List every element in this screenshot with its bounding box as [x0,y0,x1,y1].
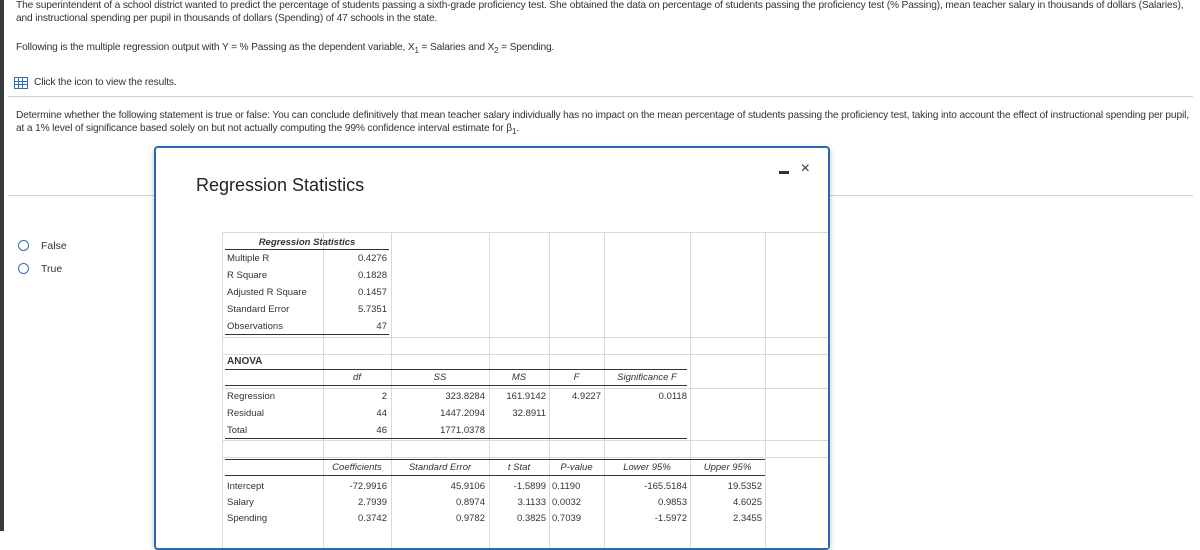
table-rule [225,249,389,250]
coef-se: 0.8974 [455,497,485,508]
grid-line [222,232,828,233]
results-modal [154,146,830,550]
view-results-link[interactable] [14,77,177,90]
grid-line [222,337,828,338]
anova-row-label: Regression [227,391,276,402]
option-true[interactable] [18,257,67,280]
grid-line [222,388,828,389]
anova-header-df: df [353,372,361,383]
anova-row-label: Residual [227,408,264,419]
regression-output-sheet [222,232,828,548]
grid-line [222,354,828,355]
option-label: False [41,239,67,252]
grid-line [222,440,828,441]
coef-row-label: Salary [227,497,254,508]
coef-row-label: Spending [227,513,268,524]
coef-p: 0.1190 [552,481,581,492]
option-false[interactable] [18,234,67,257]
stat-value: 0.4276 [357,253,387,264]
stat-label: Multiple R [227,253,270,264]
coef-header: t Stat [507,462,531,473]
statement-text [16,110,1191,138]
grid-line [549,232,550,548]
radio-button[interactable] [18,240,29,251]
radio-button[interactable] [18,263,29,274]
answer-options [18,234,67,280]
minimize-icon[interactable] [779,171,789,174]
regression-description [16,42,554,58]
anova-ss: 1447.2094 [440,408,485,419]
close-icon[interactable]: × [800,160,810,177]
anova-df: 44 [376,408,387,419]
coef-header: Lower 95% [623,462,671,473]
statement-subscript: 1 [512,126,517,136]
anova-ss: 323.8284 [445,391,485,402]
anova-ss: 1771.0378 [440,425,485,436]
stat-label: Adjusted R Square [227,287,307,298]
coef-p: 0.7039 [552,513,582,524]
regression-description-post: = Spending. [498,42,555,53]
coef-lower: -1.5972 [654,513,687,524]
subscript-1: 1 [414,46,419,56]
divider [8,96,1193,97]
anova-header-ms: MS [511,372,527,383]
coef-value: -72.9916 [349,481,387,492]
coef-upper: 2.3455 [732,513,762,524]
coef-upper: 19.5352 [727,481,762,492]
regression-description-mid: = Salaries and X [418,42,495,53]
modal-controls [779,160,810,178]
coef-header: P-value [560,462,593,473]
coef-t: 0.3825 [516,513,546,524]
stat-value: 47 [376,321,387,332]
stat-value: 5.7351 [357,304,387,315]
coef-row-label: Intercept [227,481,264,492]
anova-df: 46 [376,425,387,436]
table-rule [225,369,687,370]
anova-ms: 32.8911 [512,408,546,419]
anova-header-sigf: Significance F [617,372,677,383]
anova-sigf: 0.0118 [658,391,687,402]
table-rule [225,475,765,476]
coef-lower: -165.5184 [644,481,687,492]
coef-header: Coefficients [332,462,382,473]
anova-ms: 161.9142 [506,391,546,402]
view-results-text: Click the icon to view the results. [34,77,177,88]
stat-label: R Square [227,270,268,281]
coef-header: Upper 95% [703,462,752,473]
stat-label: Standard Error [227,304,290,315]
table-rule [225,438,687,439]
coef-value: 0.3742 [357,513,387,524]
anova-header-ss: SS [433,372,447,383]
coef-t: -1.5899 [513,481,546,492]
left-edge-bar [0,0,4,531]
anova-row-label: Total [227,425,248,436]
anova-f: 4.9227 [571,391,601,402]
stat-value: 0.1828 [357,270,387,281]
stat-label: Observations [227,321,283,332]
coef-upper: 4.6025 [732,497,762,508]
grid-line [222,232,223,548]
anova-df: 2 [381,391,387,402]
coef-lower: 0.9853 [657,497,687,508]
table-rule [225,385,687,386]
grid-line [765,232,766,548]
coef-value: 2.7939 [357,497,387,508]
table-icon[interactable] [14,77,28,89]
regression-description-pre: Following is the multiple regression output with Y = % Passing as the dependent variable, X [16,42,415,53]
coef-se: 45.9106 [450,481,485,492]
table-rule [225,334,389,335]
subscript-2: 2 [494,46,499,56]
stat-value: 0.1457 [357,287,387,298]
anova-header-f: F [573,372,580,383]
table-rule [225,459,765,460]
modal-title: Regression Statistics [196,175,365,195]
anova-title: ANOVA [227,356,263,367]
question-intro: The superintendent of a school district wanted to predict the percentage of students passing a sixth-grade proficiency test. She obtained the data on percentage of students passing the proficiency test (% Passing), mean teacher salary in thousands of dollars (Salaries), and instructional spending per pupil in thousands of dollars (Spending) of 47 schools in the state. [16,0,1184,24]
coef-se: 0.9782 [455,513,485,524]
option-label: True [41,262,63,275]
coef-p: 0.0032 [552,497,582,508]
coef-t: 3.1133 [517,497,546,508]
coef-header: Standard Error [408,462,472,473]
statement-main: Determine whether the following statement is true or false: You can conclude definitively that mean teacher salary individually has no impact on the mean percentage of students passing the proficiency test, taking into account the effect of instructional spending per pupil, at a 1% level of significance based solely on but not actually computing the 99% confidence interval estimate for β [16,110,1189,134]
statement-end: . [516,122,520,134]
grid-line [222,457,828,458]
regression-stats-header: Regression Statistics [258,237,356,248]
